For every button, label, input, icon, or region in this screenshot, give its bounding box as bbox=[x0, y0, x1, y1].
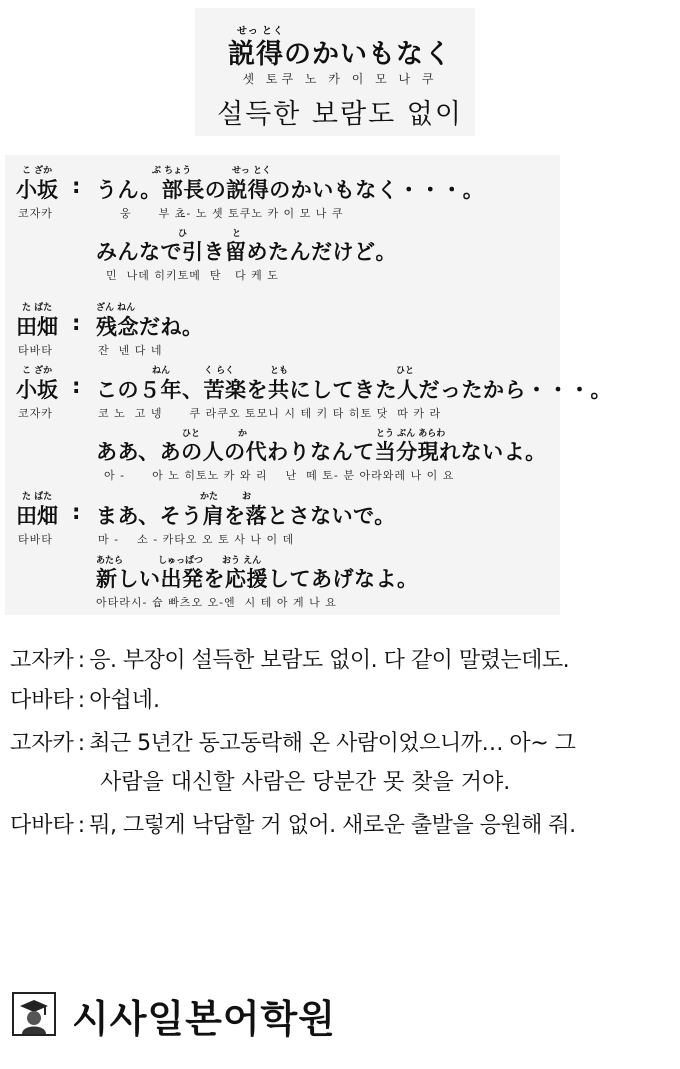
dialogue-text: 残念だね。 bbox=[96, 315, 204, 339]
dialogue-pronunciation: 마 - 소 - 카타오 오 토 사 나 이 데 bbox=[98, 533, 295, 546]
dialogue-text: みんなで引き留めたんだけど。 bbox=[96, 240, 397, 264]
colon: : bbox=[72, 374, 81, 398]
translation-row bbox=[10, 726, 575, 757]
translation-speaker: 다바타 bbox=[10, 813, 74, 838]
colon: : bbox=[72, 174, 81, 198]
translation-speaker: 고자카 bbox=[10, 731, 74, 756]
speaker-name: 田畑 bbox=[16, 315, 58, 339]
translation-text: 뭐, 그렇게 낙담할 거 없어. 새로운 출발을 응원해 줘. bbox=[89, 813, 576, 838]
brand-logo bbox=[12, 988, 392, 1040]
translation-text: 최근 5년간 동고동락해 온 사람이었으니까… 아~ 그 bbox=[89, 731, 576, 756]
dialogue-pronunciation: 웅 부 쵸- 노 셋 토쿠노 카 이 모 나 쿠 bbox=[120, 207, 344, 220]
translation-speaker: 다바타 bbox=[10, 688, 74, 713]
translation-text: 아쉽네. bbox=[89, 688, 160, 713]
speaker-pronunciation: 코자카 bbox=[18, 407, 53, 420]
dialogue-pronunciation: 민 나데 히키토메 탄 다 케 도 bbox=[106, 269, 279, 282]
title-korean: 설득한 보람도 없이 bbox=[217, 99, 463, 130]
translation-colon: : bbox=[77, 731, 86, 756]
translation-row bbox=[10, 808, 576, 839]
dialogue-pronunciation: 잔 넨 다 네 bbox=[98, 344, 163, 357]
translation-text: 응. 부장이 설득한 보람도 없이. 다 같이 말렸는데도. bbox=[89, 648, 570, 673]
dialogue-pronunciation: 코 노 고 넹 쿠 라쿠오 토모니 시 테 키 타 히토 닷 따 카 라 bbox=[98, 407, 442, 420]
speaker-name: 田畑 bbox=[16, 504, 58, 528]
translation-colon: : bbox=[77, 813, 86, 838]
title-pronunciation: 셋 토쿠 노 카 이 모 나 쿠 bbox=[242, 72, 438, 86]
title-japanese: 説得のかいもなく bbox=[228, 39, 452, 70]
speaker-name: 小坂 bbox=[16, 178, 58, 202]
translation-speaker: 고자카 bbox=[10, 648, 74, 673]
graduate-cap-icon bbox=[12, 992, 56, 1036]
colon: : bbox=[72, 311, 81, 335]
dialogue-pronunciation: 아타라시- 슙 빠츠오 오-엔 시 테 아 게 나 요 bbox=[96, 596, 337, 609]
speaker-name: 小坂 bbox=[16, 378, 58, 402]
speaker-pronunciation: 코자카 bbox=[18, 207, 53, 220]
dialogue-text: うん。部長の説得のかいもなく・・・。 bbox=[96, 178, 485, 202]
speaker-pronunciation: 타바타 bbox=[18, 344, 53, 357]
dialogue-text: まあ、そう肩を落とさないで。 bbox=[96, 504, 396, 528]
dialogue-text: ああ、あの人の代わりなんて当分現れないよ。 bbox=[96, 440, 547, 464]
logo-text: 시사일본어학원 bbox=[72, 997, 336, 1041]
dialogue-text: 新しい出発を応援してあげなよ。 bbox=[96, 567, 419, 591]
colon: : bbox=[72, 500, 81, 524]
title-furigana-2: とく bbox=[262, 26, 284, 37]
dialogue-text: この５年、苦楽を共にしてきた人だったから・・・。 bbox=[96, 378, 612, 402]
translation-colon: : bbox=[77, 688, 86, 713]
title-furigana-1: せっ bbox=[237, 26, 259, 37]
translation-colon: : bbox=[77, 648, 86, 673]
translation-row bbox=[10, 683, 160, 714]
translation-row bbox=[10, 643, 569, 674]
translation-row bbox=[100, 765, 510, 796]
speaker-pronunciation: 타바타 bbox=[18, 533, 53, 546]
dialogue-pronunciation: 아 - 아 노 히토노 카 와 리 난 떼 토- 분 아라와레 나 이 요 bbox=[104, 469, 455, 482]
translation-text: 사람을 대신할 사람은 당분간 못 찾을 거야. bbox=[100, 770, 511, 795]
